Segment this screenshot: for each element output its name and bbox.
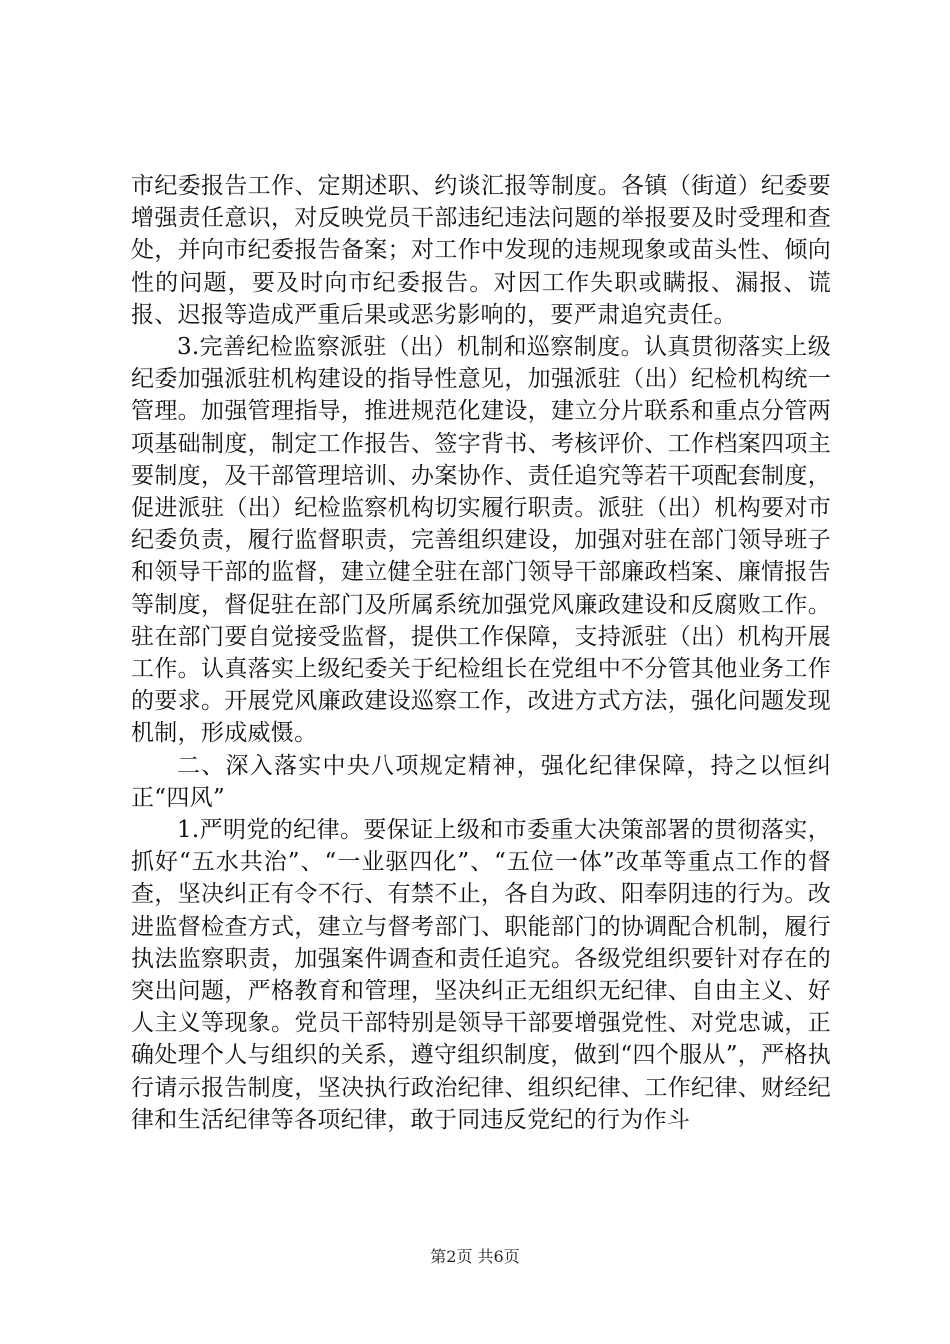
paragraph-continuation: 市纪委报告工作、定期述职、约谈汇报等制度。各镇（街道）纪委要增强责任意识，对反映党员干部违纪违法问题的举报要及时受理和查处，并向市纪委报告备案；对工作中发现的违规现象或苗头性、倾向性的问题，要及时向市纪委报告。对因工作失职或瞒报、漏报、谎报、迟报等造成严重后果或恶劣影响的，要严肃追究责任。	[131, 173, 831, 328]
document-body	[131, 170, 831, 1136]
paragraph-item-1: 1.严明党的纪律。要保证上级和市委重大决策部署的贯彻落实，抓好“五水共治”、“一业驱四化”、“五位一体”改革等重点工作的督查，坚决纠正有令不行、有禁不止，各自为政、阳奉阴违的行为。改进监督检查方式，建立与督考部门、职能部门的协调配合机制，履行执法监察职责，加强案件调查和责任追究。各级党组织要针对存在的突出问题，严格教育和管理，坚决纠正无组织无纪律、自由主义、好人主义等现象。党员干部特别是领导干部要增强党性、对党忠诚，正确处理个人与组织的关系，遵守组织制度，做到“四个服从”，严格执行请示报告制度，坚决执行政治纪律、组织纪律、工作纪律、财经纪律和生活纪律等各项纪律，敢于同违反党纪的行为作斗	[131, 817, 831, 1133]
page-number-footer: 第2页 共6页	[430, 1247, 520, 1266]
paragraph-item-3: 3.完善纪检监察派驻（出）机制和巡察制度。认真贯彻落实上级纪委加强派驻机构建设的指导性意见，加强派驻（出）纪检机构统一管理。加强管理指导，推进规范化建设，建立分片联系和重点分管两项基础制度，制定工作报告、签字背书、考核评价、工作档案四项主要制度，及干部管理培训、办案协作、责任追究等若干项配套制度，促进派驻（出）纪检监察机构切实履行职责。派驻（出）机构要对市纪委负责，履行监督职责，完善组织建设，加强对驻在部门领导班子和领导干部的监督，建立健全驻在部门领导干部廉政档案、廉情报告等制度，督促驻在部门及所属系统加强党风廉政建设和反腐败工作。驻在部门要自觉接受监督，提供工作保障，支持派驻（出）机构开展工作。认真落实上级纪委关于纪检组长在党组中不分管其他业务工作的要求。开展党风廉政建设巡察工作，改进方式方法，强化问题发现机制，形成威慑。	[131, 334, 831, 747]
section-heading-2: 二、深入落实中央八项规定精神，强化纪律保障，持之以恒纠正“四风”	[131, 752, 831, 811]
